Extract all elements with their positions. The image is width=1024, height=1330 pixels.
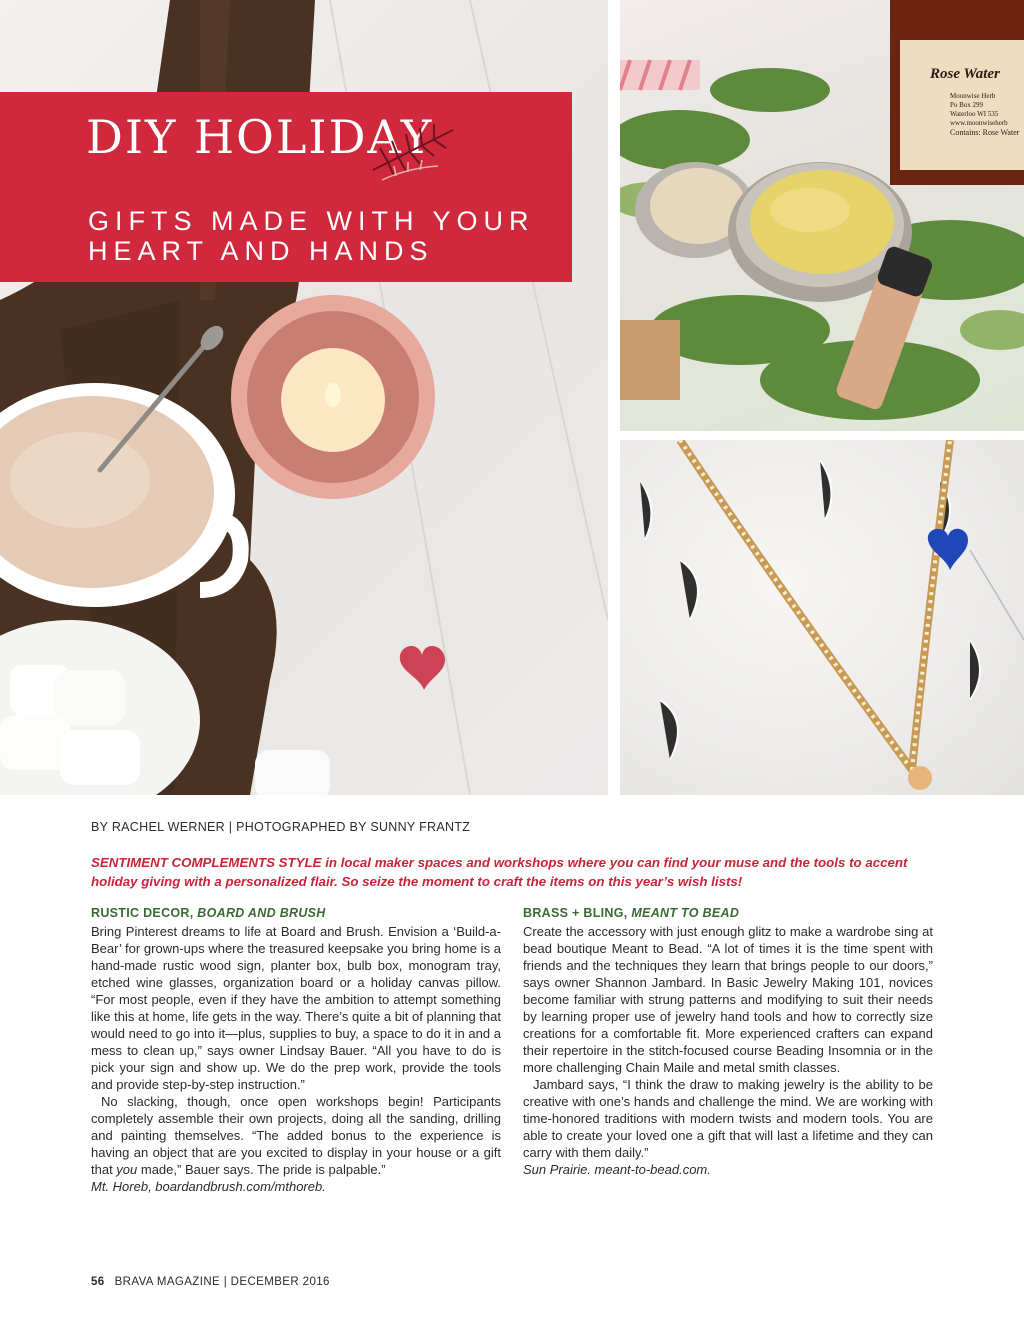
heading-business: MEANT TO BEAD	[631, 906, 740, 920]
section-heading-brass-bling	[523, 905, 933, 922]
page-number: 56	[91, 1276, 105, 1288]
balm-illustration	[620, 0, 1024, 431]
subtitle-line-2: HEART AND HANDS	[88, 236, 434, 266]
pine-sprig-icon	[368, 110, 458, 190]
intro-text: in local maker spaces and workshops where you can find your muse and the tools to accent holiday giving with a personalized flair. So seize the moment to craft the items on this year’s wish lists!	[91, 855, 908, 889]
rose-water-address-line: www.moonwiseherb	[950, 119, 1008, 127]
paragraph-text: No slacking, though, once open workshops begin! Participants completely assemble their own projects, doing all the sanding, drilling and painting themselves. “The added bonus to the experience is having an object that are you excited to display in your house or a gift that	[91, 1094, 501, 1177]
rose-water-address-line: Moonwise Herb	[950, 92, 996, 100]
right-column	[523, 905, 933, 1178]
heading-prefix: BRASS + BLING,	[523, 906, 632, 920]
heading-prefix: RUSTIC DECOR,	[91, 906, 198, 920]
rose-water-label: Rose Water	[930, 66, 1000, 82]
left-column	[91, 905, 501, 1195]
paragraph-text: made,” Bauer says. The pride is palpable.”	[137, 1162, 386, 1177]
headline: DIY HOLIDAY	[86, 110, 434, 164]
necklace-illustration	[620, 440, 1024, 795]
body-paragraph: Create the accessory with just enough glitz to make a wardrobe sing at bead boutique Meant to Bead. “A lot of times it is the time spent with friends and the techniques they learn that brings people to our doors,” says owner Shannon Jambard. In Basic Jewelry Making 101, novices become familiar with strung patterns and modifying to suit their needs by learning proper use of jewelry hand tools and how to correctly size creations for a comfortable fit. More experienced crafters can expand their repertoire in the stitch-focused course Beading Insomnia or in the more challenging Chain Maile and metal smith classes.	[523, 924, 933, 1075]
rose-water-contents: Contains: Rose Water	[950, 128, 1020, 137]
subtitle-line-1: GIFTS MADE WITH YOUR	[88, 206, 535, 236]
publication-info: BRAVA MAGAZINE | DECEMBER 2016	[114, 1276, 330, 1288]
heading-business: BOARD AND BRUSH	[197, 906, 326, 920]
body-paragraph	[91, 1093, 501, 1178]
page-footer	[91, 1276, 330, 1288]
body-paragraph: Jambard says, “I think the draw to making jewelry is the ability to be creative with one’s hands and challenge the mind. We are working with time-honored traditions with modern twists and modern tools. You are able to create your loved one a gift that will last a lifetime and they can carry with them daily.”	[523, 1077, 933, 1160]
rose-water-address-line: Po Box 299	[950, 101, 984, 109]
rose-water-address-line: Waterloo WI 535	[950, 110, 999, 118]
section-heading-rustic-decor	[91, 905, 501, 922]
intro-paragraph	[91, 853, 936, 891]
intro-lead: SENTIMENT COMPLEMENTS STYLE	[91, 855, 322, 870]
emphasis-text: you	[116, 1162, 138, 1177]
byline: BY RACHEL WERNER | PHOTOGRAPHED BY SUNNY FRANTZ	[91, 820, 471, 834]
body-paragraph: Bring Pinterest dreams to life at Board and Brush. Envision a ‘Build-a-Bear’ for grown-ups where the treasured keepsake you bring home is a hand-made rustic wood sign, planter box, bulb box, monogram tray, etched wine glasses, organization board or a holiday canvas pillow. “For most people, even if they have the ambition to attempt something like this at home, life gets in the way. There’s quite a bit of planning that would need to go into it—plus, supplies to buy, a space to do it in and a mess to clean up,” says owner Lindsay Bauer. “All you have to do is pick your sign and show up. We do the prep work, provide the tools and provide step-by-step instruction.”	[91, 924, 501, 1092]
necklace-photo	[620, 440, 1024, 795]
balm-photo	[620, 0, 1024, 431]
location-line: Mt. Horeb, boardandbrush.com/mthoreb.	[91, 1179, 326, 1194]
location-line: Sun Prairie. meant-to-bead.com.	[523, 1162, 711, 1177]
